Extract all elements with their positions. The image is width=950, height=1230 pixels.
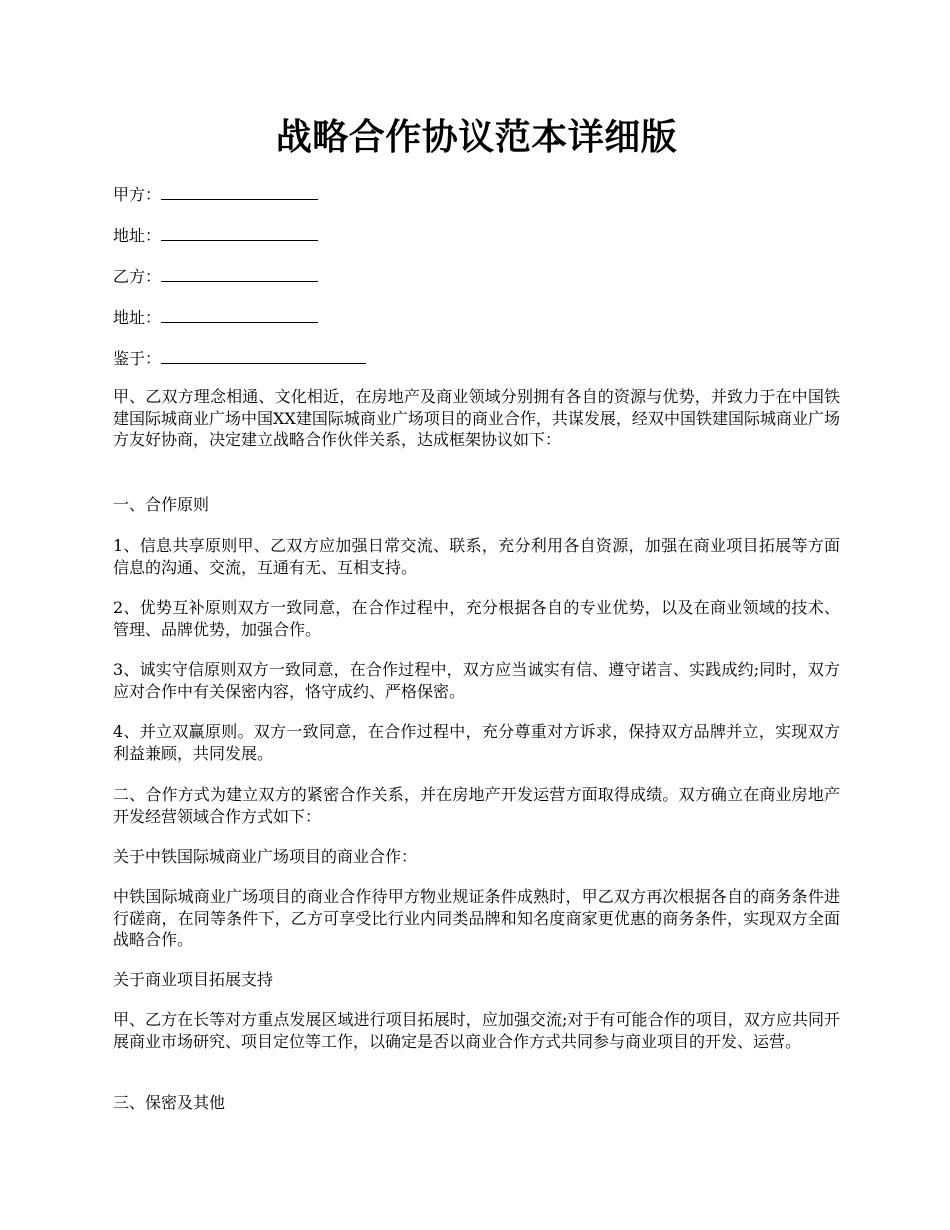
preamble-paragraph: 甲、乙双方理念相通、文化相近，在房地产及商业领域分别拥有各自的资源与优势，并致力于在中国铁建国际城商业广场中国XX建国际城商业广场项目的商业合作，共谋发展，经双中国铁建国际城商业广场方友好协商，决定建立战略合作伙伴关系，达成框架协议如下： xyxy=(113,387,840,449)
party-b-label: 乙方： xyxy=(113,267,162,286)
section-heading-cooperation: 二、合作方式为建立双方的紧密合作关系，并在房地产开发运营方面取得成绩。双方确立在商业房地产开发经营领域合作方式如下： xyxy=(113,785,840,826)
whereas-field xyxy=(113,346,366,370)
principle-info-sharing: 1、信息共享原则甲、乙双方应加强日常交流、联系，充分利用各自资源，加强在商业项目拓展等方面信息的沟通、交流，互通有无、互相支持。 xyxy=(113,536,840,577)
plaza-cooperation-paragraph: 中铁国际城商业广场项目的商业合作待甲方物业规证条件成熟时，甲乙双方再次根据各自的商务条件进行磋商，在同等条件下，乙方可享受比行业内同类品牌和知名度商家更优惠的商务条件，实现双方全面战略合作。 xyxy=(113,887,840,949)
party-a-field xyxy=(113,182,318,206)
party-b-field xyxy=(113,264,318,288)
section-heading-confidentiality: 三、保密及其他 xyxy=(113,1093,226,1112)
party-a-blank xyxy=(161,182,318,200)
party-b-address-field xyxy=(113,305,318,329)
whereas-blank xyxy=(161,346,366,364)
party-b-address-label: 地址： xyxy=(113,308,162,327)
party-b-blank xyxy=(161,264,318,282)
party-a-address-label: 地址： xyxy=(113,226,162,245)
document-title: 战略合作协议范本详细版 xyxy=(275,116,678,158)
principle-integrity: 3、诚实守信原则双方一致同意，在合作过程中，双方应当诚实有信、遵守诺言、实践成约;同时，双方应对合作中有关保密内容，恪守成约、严格保密。 xyxy=(113,660,840,701)
subheading-project-expansion: 关于商业项目拓展支持 xyxy=(113,970,274,989)
project-expansion-paragraph: 甲、乙方在长等对方重点发展区域进行项目拓展时，应加强交流;对于有可能合作的项目，双方应共同开展商业市场研究、项目定位等工作，以确定是否以商业合作方式共同参与商业项目的开发、运营。 xyxy=(113,1010,840,1051)
principle-win-win: 4、并立双赢原则。双方一致同意，在合作过程中，充分尊重对方诉求，保持双方品牌并立，实现双方利益兼顾，共同发展。 xyxy=(113,722,840,763)
section-heading-principles: 一、合作原则 xyxy=(113,495,210,514)
subheading-plaza-cooperation: 关于中铁国际城商业广场项目的商业合作： xyxy=(113,847,418,866)
party-a-address-blank xyxy=(161,223,318,241)
party-a-address-field xyxy=(113,223,318,247)
principle-complementary: 2、优势互补原则双方一致同意，在合作过程中，充分根据各自的专业优势，以及在商业领域的技术、管理、品牌优势，加强合作。 xyxy=(113,598,840,639)
whereas-label: 鉴于： xyxy=(113,349,162,368)
party-b-address-blank xyxy=(161,305,318,323)
party-a-label: 甲方： xyxy=(113,185,162,204)
